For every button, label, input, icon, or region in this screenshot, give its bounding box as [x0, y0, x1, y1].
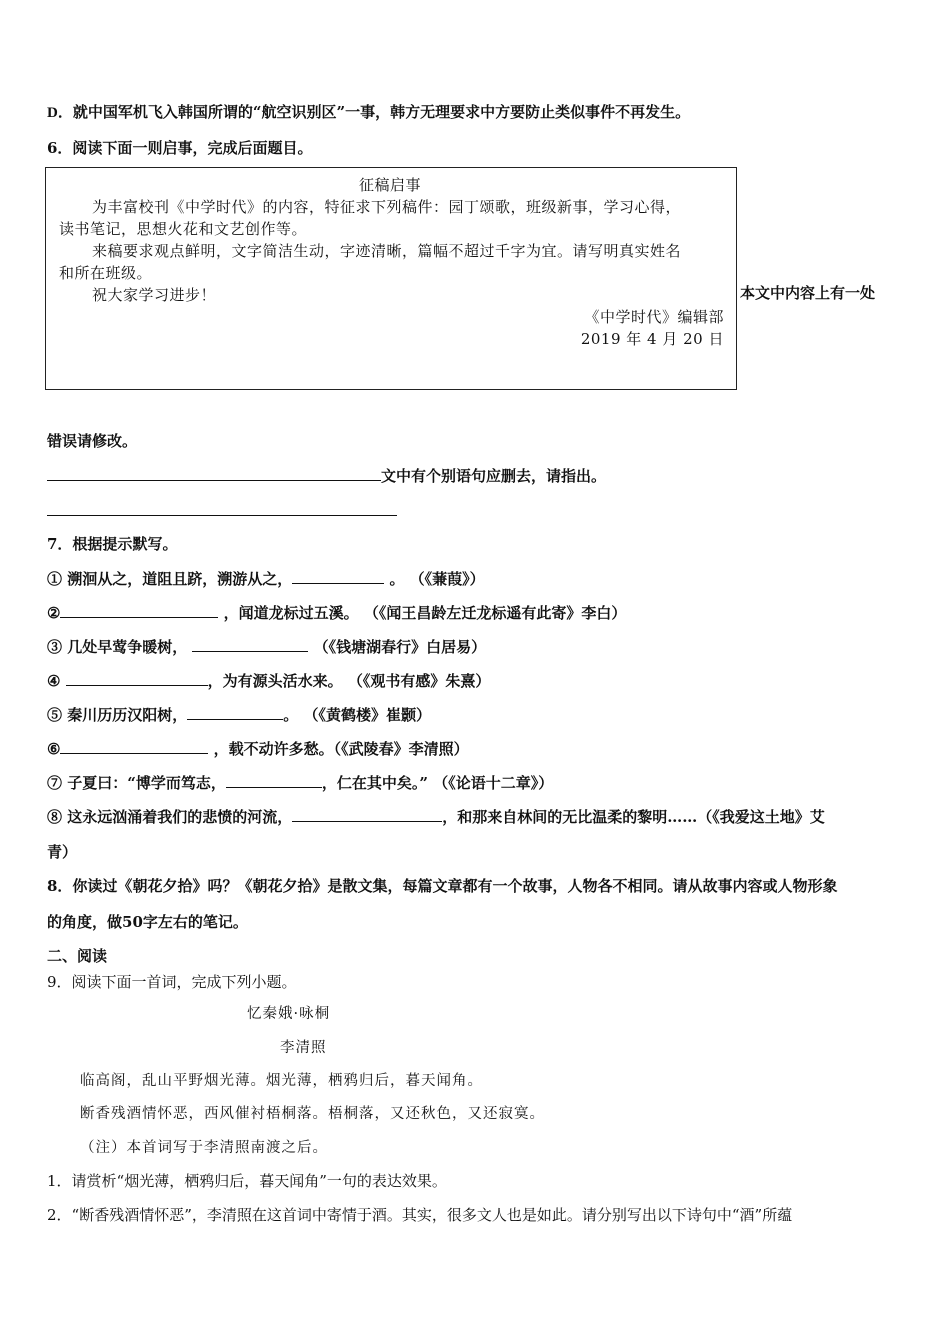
q7-item-pre: ④	[47, 672, 66, 690]
q7-item	[47, 806, 825, 827]
q7-item	[47, 704, 431, 725]
q6-delete-prompt: 文中有个别语句应删去，请指出。	[381, 467, 607, 485]
q7-item-pre: ②	[47, 604, 61, 622]
q7-item-post: 。 （《黄鹤楼》崔颢）	[283, 706, 431, 724]
poem-author: 李清照	[280, 1040, 327, 1056]
section-heading: 二、阅读	[47, 947, 108, 965]
q7-item-post: 。 （《蒹葭》）	[384, 570, 485, 588]
answer-blank[interactable]	[292, 568, 384, 584]
q7-item	[47, 772, 553, 793]
notice-line-1: 为丰富校刊《中学时代》的内容，特征求下列稿件：园丁颂歌，班级新事，学习心得，	[92, 198, 682, 216]
poem-line-2: 断香残酒情怀恶，西风催衬梧桐落。梧桐落，又还秋色，又还寂寞。	[80, 1106, 545, 1122]
q7-item-pre: ⑦ 子夏曰：“博学而笃志，	[47, 774, 226, 792]
option-d	[47, 102, 690, 123]
q8-line-2: 的角度，做50字左右的笔记。	[47, 913, 248, 931]
answer-blank[interactable]	[60, 602, 218, 618]
q6-continue-text: 错误请修改。	[47, 432, 138, 450]
notice-date: 2019 年 4 月 20 日	[580, 330, 724, 348]
q7-item	[47, 670, 490, 691]
q7-item-post: ，仁在其中矣。” （《论语十二章》）	[321, 774, 554, 792]
q7-item8-wrap: 青）	[47, 843, 78, 861]
q7-item	[47, 738, 469, 759]
answer-blank[interactable]	[192, 636, 308, 652]
q7-item	[47, 602, 626, 623]
option-d-letter: D．	[47, 105, 73, 121]
q7-item-pre: ⑧ 这永远汹涌着我们的悲愤的河流，	[47, 808, 293, 826]
poem-line-1: 临高阁，乱山平野烟光薄。烟光薄，栖鸦归后，暮天闻角。	[80, 1073, 483, 1089]
answer-blank[interactable]	[66, 670, 208, 686]
q7-item	[47, 636, 486, 657]
option-d-text: 就中国军机飞入韩国所谓的“航空识别区”一事，韩方无理要求中方要防止类似事件不再发生。	[72, 103, 691, 121]
answer-blank[interactable]	[47, 465, 381, 481]
q7-item-post: ，闻道龙标过五溪。 （《闻王昌龄左迁龙标遥有此寄》李白）	[218, 604, 627, 622]
notice-line-3: 来稿要求观点鲜明，文字简洁生动，字迹清晰，篇幅不超过千字为宜。请写明真实姓名	[92, 242, 682, 260]
q7-item-pre: ① 溯洄从之，道阻且跻，溯游从之，	[47, 570, 293, 588]
q7-item	[47, 568, 485, 589]
q7-item-post: ，为有源头活水来。 （《观书有感》朱熹）	[207, 672, 491, 690]
q6-stem: 6．阅读下面一则启事，完成后面题目。	[47, 139, 313, 157]
notice-title: 征稿启事	[359, 176, 422, 194]
poem-title: 忆秦娥·咏桐	[247, 1006, 331, 1022]
notice-line-4: 和所在班级。	[59, 264, 153, 282]
answer-blank[interactable]	[47, 500, 397, 516]
q7-item-post: ，载不动许多愁。（《武陵春》李清照）	[208, 740, 469, 758]
answer-blank[interactable]	[226, 772, 322, 788]
q7-item-post: ，和那来自林间的无比温柔的黎明……（《我爱这土地》艾	[442, 808, 825, 826]
answer-blank[interactable]	[187, 704, 283, 720]
notice-signer: 《中学时代》编辑部	[584, 308, 724, 326]
q9-sub-1: 1．请赏析“烟光薄，栖鸦归后，暮天闻角”一句的表达效果。	[47, 1172, 447, 1190]
q6-answer-line	[47, 500, 397, 521]
q8-line-1: 8．你读过《朝花夕拾》吗？《朝花夕拾》是散文集，每篇文章都有一个故事，人物各不相同。请从故事内容或人物形象	[47, 877, 838, 895]
q7-stem: 7．根据提示默写。	[47, 535, 178, 553]
q6-side-text: 本文中内容上有一处	[740, 284, 876, 302]
notice-box	[45, 167, 737, 390]
q9-sub-2: 2．“断香残酒情怀恶”，李清照在这首词中寄情于酒。其实，很多文人也是如此。请分别写出以下诗句中“酒”所蕴	[47, 1206, 793, 1224]
q6-delete-line	[47, 465, 606, 486]
poem-note: （注）本首词写于李清照南渡之后。	[80, 1140, 328, 1156]
q7-item-pre: ⑤ 秦川历历汉阳树，	[47, 706, 188, 724]
q7-item-pre: ⑥	[47, 740, 61, 758]
notice-line-5: 祝大家学习进步！	[92, 286, 217, 304]
q9-stem: 9．阅读下面一首词，完成下列小题。	[47, 973, 297, 991]
notice-line-2: 读书笔记，思想火花和文艺创作等。	[59, 220, 308, 238]
answer-blank[interactable]	[292, 806, 442, 822]
q7-item-post: （《钱塘湖春行》白居易）	[308, 638, 487, 656]
answer-blank[interactable]	[60, 738, 208, 754]
q7-item-pre: ③ 几处早莺争暖树，	[47, 638, 193, 656]
